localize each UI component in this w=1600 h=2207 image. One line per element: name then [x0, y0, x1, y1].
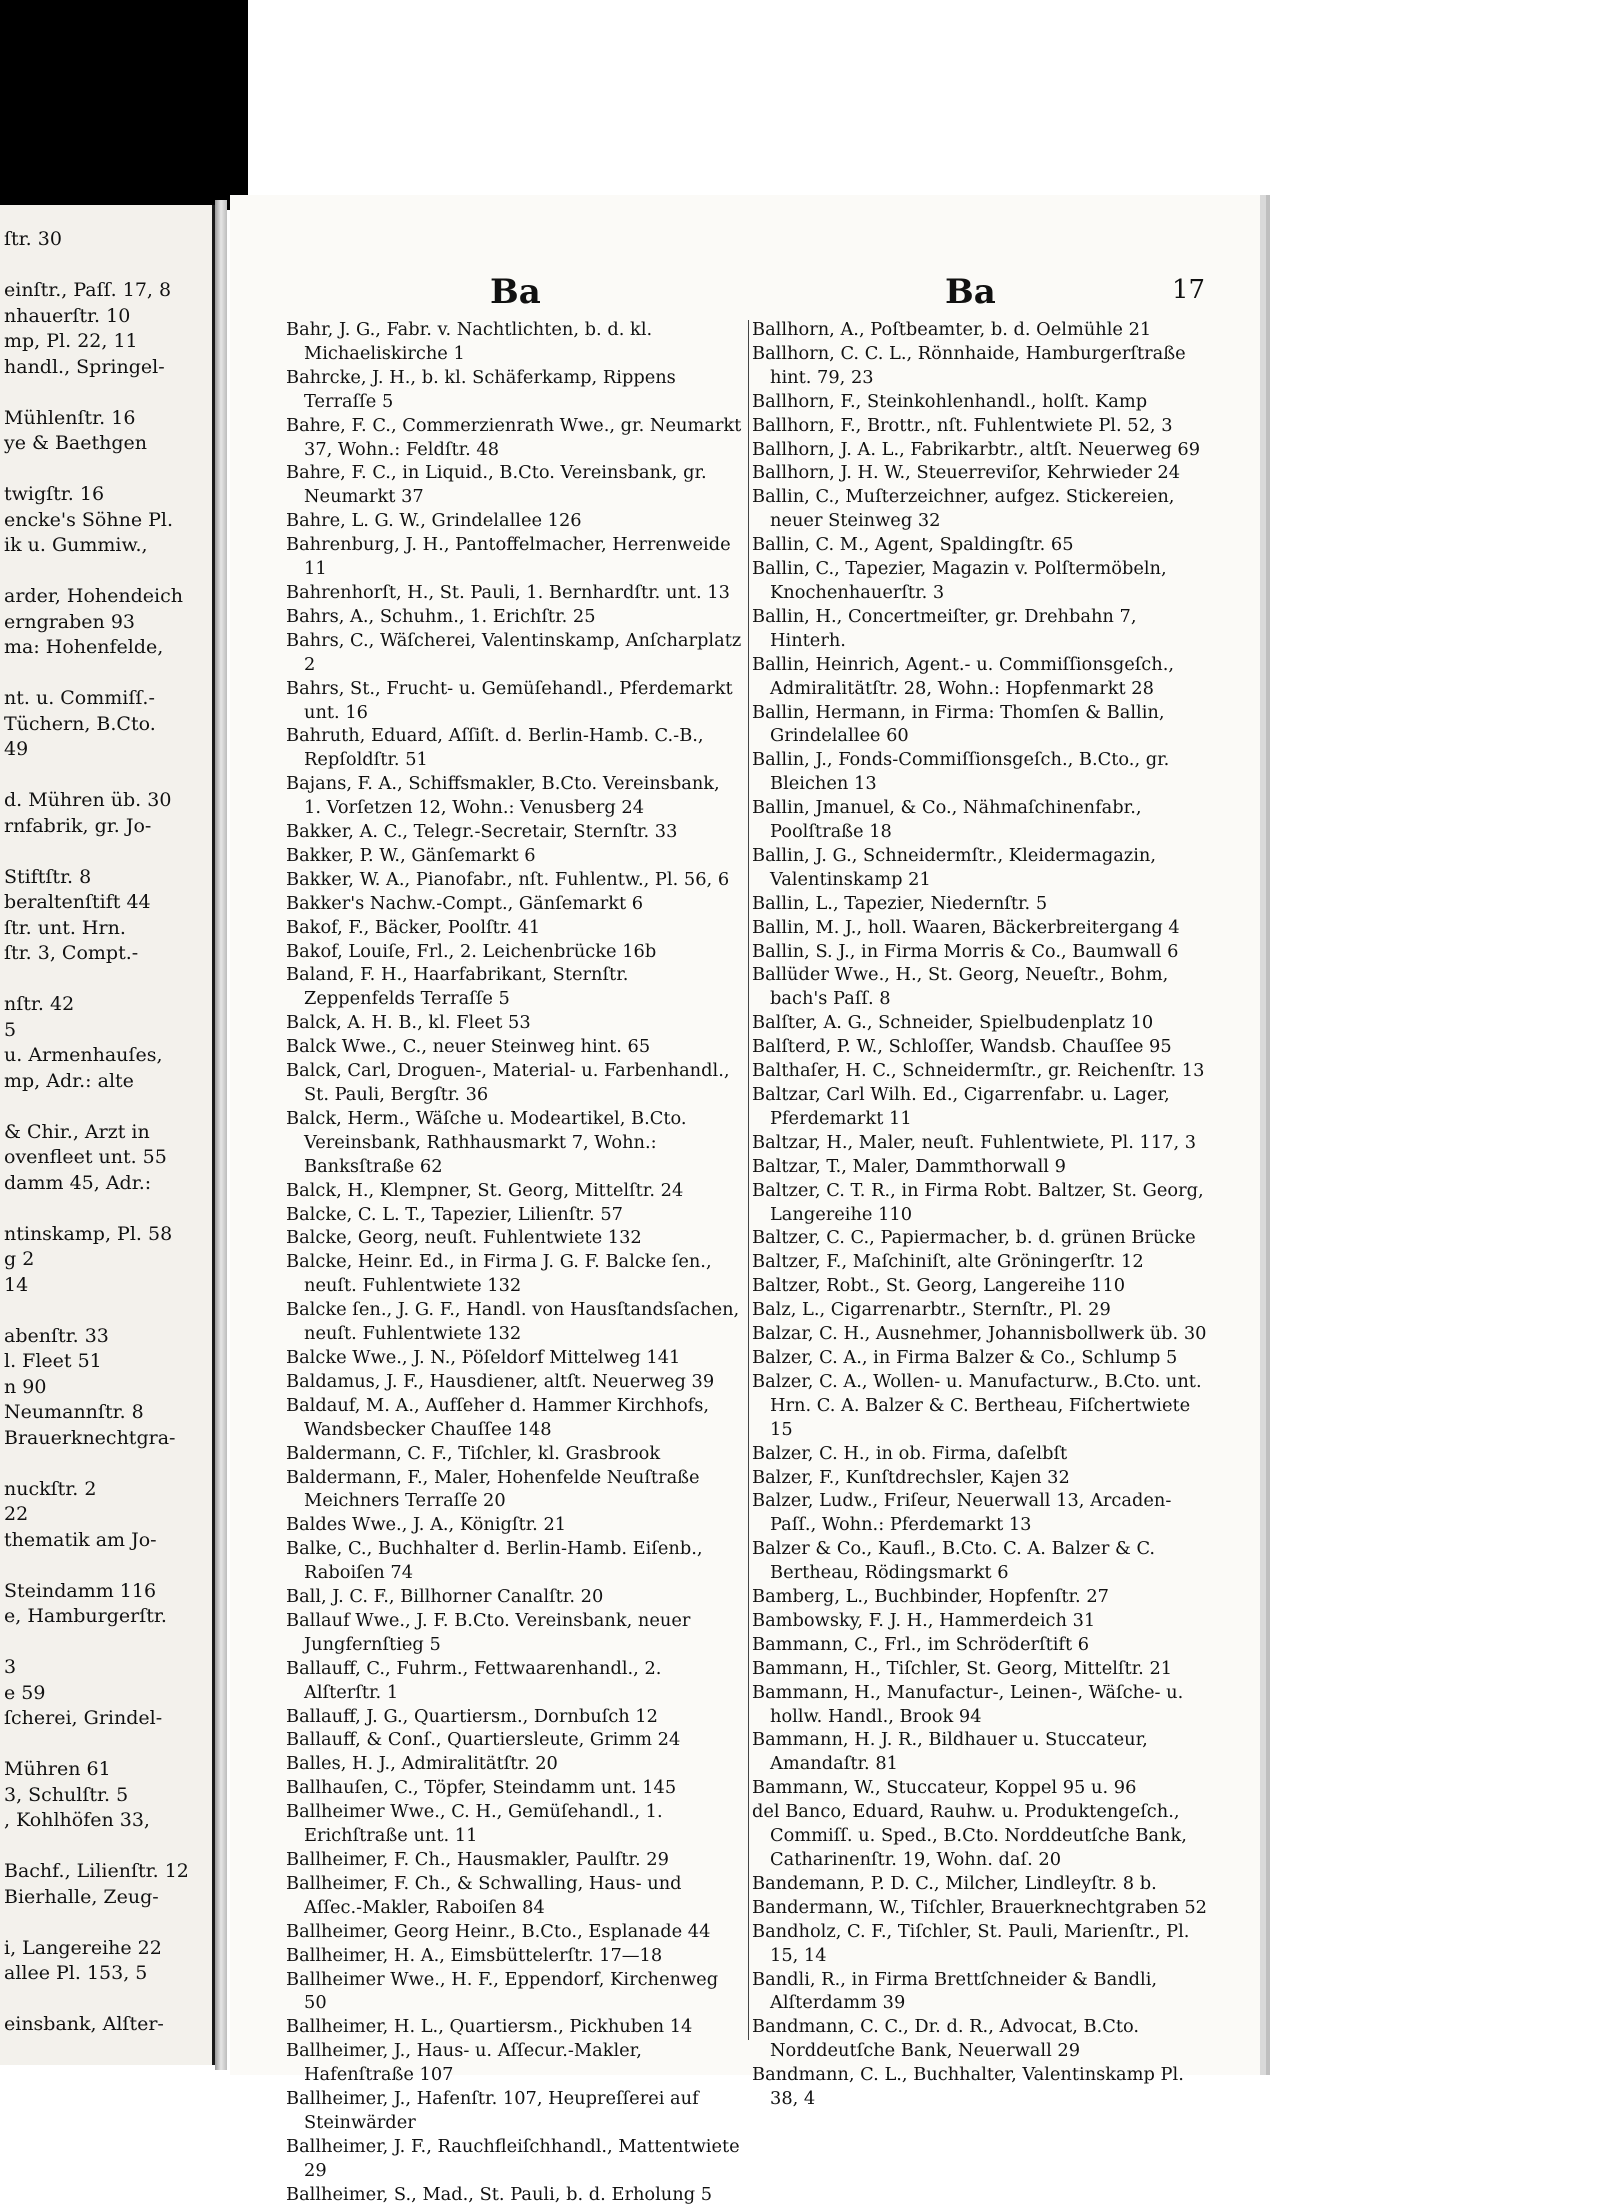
fragment-line: 49: [4, 738, 29, 760]
directory-entry: Balzer, C. A., Wollen- u. Manufacturw., B.Cto. unt. Hrn. C. A. Balzer & C. Bertheau, Fiſchertwiete 15: [752, 1370, 1202, 1440]
directory-entry: Bakof, Louiſe, Frl., 2. Leichenbrücke 16b: [286, 940, 657, 962]
directory-entry: Ballheimer, F. Ch., & Schwalling, Haus- und Aſſec.-Makler, Raboiſen 84: [286, 1872, 682, 1918]
directory-entry: Balck Wwe., C., neuer Steinweg hint. 65: [286, 1036, 651, 1058]
directory-entry: Bandholz, C. F., Tiſchler, St. Pauli, Marienſtr., Pl. 15, 14: [752, 1920, 1190, 1966]
directory-entry: Balzer, C. H., in ob. Firma, daſelbſt: [752, 1442, 1068, 1464]
directory-entry: Balzer, F., Kunſtdrechsler, Kajen 32: [752, 1466, 1070, 1488]
directory-entry: Baltzar, T., Maler, Dammthorwall 9: [752, 1155, 1066, 1177]
fragment-line: mp, Adr.: alte: [4, 1069, 134, 1092]
directory-entry: Bammann, W., Stuccateur, Koppel 95 u. 96: [752, 1777, 1137, 1799]
fragment-line: ye & Baethgen: [4, 432, 148, 454]
fragment-line: nt. u. Commiſſ.-: [4, 687, 155, 709]
directory-entry: Balzer, C. A., in Firma Balzer & Co., Schlump 5: [752, 1346, 1178, 1368]
directory-entry: Ballheimer, S., Mad., St. Pauli, b. d. Erholung 5: [286, 2183, 713, 2205]
directory-entry: Baltzer, C. T. R., in Firma Robt. Baltzer, St. Georg, Langereihe 110: [752, 1179, 1204, 1225]
directory-entry: Baldermann, F., Maler, Hohenfelde Neuſtraße Meichners Terraſſe 20: [286, 1466, 700, 1512]
directory-entry: Bahrenburg, J. H., Pantoffelmacher, Herrenweide 11: [286, 534, 731, 580]
directory-entry: Baldes Wwe., J. A., Königſtr. 21: [286, 1514, 567, 1536]
book-gutter: [215, 200, 227, 2070]
column-head-right: Ba: [945, 272, 996, 312]
directory-entry: Ballhorn, F., Brottr., nſt. Fuhlentwiete Pl. 52, 3: [752, 414, 1173, 436]
fragment-line: Mühren 61: [4, 1758, 111, 1780]
fragment-line: Bachf., Lilienſtr. 12: [4, 1860, 189, 1882]
fragment-line: ſtr. 30: [4, 228, 62, 250]
directory-entry: Bahre, F. C., Commerzienrath Wwe., gr. Neumarkt 37, Wohn.: Feldſtr. 48: [286, 414, 742, 460]
directory-entry: Bamberg, L., Buchbinder, Hopfenſtr. 27: [752, 1586, 1109, 1608]
directory-entry: Balles, H. J., Admiralitätſtr. 20: [286, 1753, 558, 1775]
fragment-line: Brauerknechtgra-: [4, 1426, 176, 1449]
directory-entry: Balzer, Ludw., Friſeur, Neuerwall 13, Arcaden-Paſſ., Wohn.: Pferdemarkt 13: [752, 1490, 1172, 1536]
column-divider: [748, 320, 749, 2040]
directory-entry: Ballin, Heinrich, Agent.- u. Commiſſionsgeſch., Admiralitätſtr. 28, Wohn.: Hopfenmarkt 28: [752, 653, 1175, 699]
directory-entry: Bahrs, C., Wäſcherei, Valentinskamp, Anſcharplatz 2: [286, 629, 742, 675]
fragment-line: e, Hamburgerſtr.: [4, 1605, 167, 1627]
directory-entry: Balcke, C. L. T., Tapezier, Lilienſtr. 57: [286, 1203, 623, 1225]
fragment-line: 22: [4, 1503, 29, 1525]
directory-entry: Bahrs, A., Schuhm., 1. Erichſtr. 25: [286, 605, 596, 627]
fragment-line: 14: [4, 1273, 29, 1296]
directory-entry: Balck, H., Klempner, St. Georg, Mittelſtr. 24: [286, 1179, 684, 1201]
directory-entry: Bakof, F., Bäcker, Poolſtr. 41: [286, 916, 541, 938]
directory-entry: Bakker, A. C., Telegr.-Secretair, Sternſtr. 33: [286, 821, 678, 843]
directory-entry: Bajans, F. A., Schiffsmakler, B.Cto. Vereinsbank, 1. Vorſetzen 12, Wohn.: Venusberg 24: [286, 773, 720, 819]
directory-entry: Balſter, A. G., Schneider, Spielbudenplatz 10: [752, 1012, 1154, 1034]
directory-entry: Balcke ſen., J. G. F., Handl. von Hausſtandsſachen, neuſt. Fuhlentwiete 132: [286, 1299, 740, 1345]
directory-entry: Ballhauſen, C., Töpfer, Steindamm unt. 145: [286, 1777, 677, 1799]
directory-entry: Ballhorn, J. H. W., Steuerreviſor, Kehrwieder 24: [752, 462, 1181, 484]
fragment-line: Tüchern, B.Cto.: [4, 712, 156, 735]
directory-entry: Ballheimer Wwe., H. F., Eppendorf, Kirchenweg 50: [286, 1968, 719, 2014]
directory-entry: Bandermann, W., Tiſchler, Brauerknechtgraben 52: [752, 1896, 1207, 1918]
fragment-line: encke's Söhne Pl.: [4, 508, 174, 531]
directory-entry: Bandmann, C. L., Buchhalter, Valentinskamp Pl. 38, 4: [752, 2064, 1184, 2110]
fragment-line: einsbank, Alſter-: [4, 2013, 164, 2035]
directory-entry: Ballin, J. G., Schneidermſtr., Kleidermagazin, Valentinskamp 21: [752, 844, 1157, 890]
fragment-line: handl., Springel-: [4, 355, 165, 378]
fragment-line: beraltenſtift 44: [4, 891, 151, 913]
directory-entry: Ballauff, & Conſ., Quartiersleute, Grimm 24: [286, 1729, 681, 1751]
fragment-line: arder, Hohendeich: [4, 585, 183, 607]
directory-entry: Ballin, C., Tapezier, Magazin v. Polſtermöbeln, Knochenhauerſtr. 3: [752, 558, 1167, 603]
directory-entry: Ballhorn, J. A. L., Fabrikarbtr., altſt. Neuerweg 69: [752, 438, 1201, 460]
fragment-line: damm 45, Adr.:: [4, 1171, 152, 1194]
directory-entry: Ballin, M. J., holl. Waaren, Bäckerbreitergang 4: [752, 916, 1180, 938]
directory-entry: Baltzar, H., Maler, neuſt. Fuhlentwiete, Pl. 117, 3: [752, 1131, 1197, 1153]
directory-entry: Balck, Carl, Droguen-, Material- u. Farbenhandl., St. Pauli, Bergſtr. 36: [286, 1060, 730, 1105]
fragment-line: nuckſtr. 2: [4, 1477, 97, 1500]
directory-entry: Ball, J. C. F., Billhorner Canalſtr. 20: [286, 1586, 604, 1608]
fragment-line: mp, Pl. 22, 11: [4, 330, 138, 352]
directory-entry: Balcke, Heinr. Ed., in Firma J. G. F. Balcke ſen., neuſt. Fuhlentwiete 132: [286, 1251, 712, 1297]
fragment-line: ik u. Gummiw.,: [4, 534, 148, 556]
fragment-line: thematik am Jo-: [4, 1528, 157, 1551]
directory-entry: Ballheimer, Georg Heinr., B.Cto., Esplanade 44: [286, 1920, 711, 1942]
directory-entry: Baland, F. H., Haarfabrikant, Sternſtr. Zeppenfelds Terraſſe 5: [286, 964, 629, 1010]
directory-entry: Ballin, Jmanuel, & Co., Nähmaſchinenfabr., Poolſtraße 18: [752, 797, 1142, 843]
directory-entry: Bakker, W. A., Pianofabr., nſt. Fuhlentw., Pl. 56, 6: [286, 868, 730, 890]
directory-entry: Bammann, H., Tiſchler, St. Georg, Mittelſtr. 21: [752, 1657, 1173, 1679]
fragment-line: d. Mühren üb. 30: [4, 789, 172, 811]
fragment-line: u. Armenhauſes,: [4, 1044, 163, 1066]
directory-entry: Bahruth, Eduard, Aſſiſt. d. Berlin-Hamb. C.-B., Repſoldſtr. 51: [286, 725, 704, 771]
scanner-border: [0, 0, 248, 210]
directory-entry: Balzar, C. H., Ausnehmer, Johannisbollwerk üb. 30: [752, 1323, 1207, 1345]
directory-entry: Balthaſer, H. C., Schneidermſtr., gr. Reichenſtr. 13: [752, 1060, 1205, 1082]
fragment-line: ovenfleet unt. 55: [4, 1146, 167, 1168]
fragment-line: ntinskamp, Pl. 58: [4, 1222, 173, 1245]
fragment-line: Stiftſtr. 8: [4, 865, 92, 888]
fragment-line: i, Langereihe 22: [4, 1936, 162, 1959]
directory-entry: Baltzer, F., Maſchiniſt, alte Gröningerſtr. 12: [752, 1251, 1144, 1273]
fragment-line: erngraben 93: [4, 610, 135, 633]
directory-entry: Ballin, L., Tapezier, Niedernſtr. 5: [752, 892, 1048, 914]
directory-entry: Ballüder Wwe., H., St. Georg, Neueſtr., Bohm, bach's Paſſ. 8: [752, 964, 1169, 1010]
fragment-line: ſtr. unt. Hrn.: [4, 916, 126, 939]
directory-entry: Ballhorn, A., Poſtbeamter, b. d. Oelmühle 21: [752, 319, 1152, 340]
directory-entry: Balcke, Georg, neuſt. Fuhlentwiete 132: [286, 1227, 642, 1249]
directory-entry: Baltzer, Robt., St. Georg, Langereihe 110: [752, 1275, 1126, 1297]
directory-entry: Baldermann, C. F., Tiſchler, kl. Grasbrook: [286, 1442, 661, 1464]
directory-entry: Bammann, H., Manufactur-, Leinen-, Wäſche- u. hollw. Handl., Brook 94: [752, 1681, 1184, 1727]
directory-entry: Baltzer, C. C., Papiermacher, b. d. grünen Brücke: [752, 1227, 1196, 1249]
column-head-left: Ba: [490, 272, 541, 312]
fragment-line: Neumannſtr. 8: [4, 1401, 144, 1423]
fragment-line: & Chir., Arzt in: [4, 1120, 150, 1143]
fragment-line: l. Fleet 51: [4, 1350, 102, 1372]
directory-entry: Ballhorn, F., Steinkohlenhandl., holſt. Kamp: [752, 390, 1148, 412]
fragment-line: einſtr., Paſſ. 17, 8: [4, 279, 172, 301]
directory-entry: Bahre, F. C., in Liquid., B.Cto. Vereinsbank, gr. Neumarkt 37: [286, 462, 707, 508]
directory-entry: Bahre, L. G. W., Grindelallee 126: [286, 510, 582, 532]
directory-entry: Bandli, R., in Firma Brettſchneider & Bandli, Alſterdamm 39: [752, 1968, 1158, 2014]
fragment-line: abenſtr. 33: [4, 1324, 109, 1347]
directory-entry: Balſterd, P. W., Schloſſer, Wandsb. Chauſſee 95: [752, 1036, 1172, 1058]
directory-entry: Bahrenhorſt, H., St. Pauli, 1. Bernhardſtr. unt. 13: [286, 581, 730, 603]
directory-entry: Ballin, C., Muſterzeichner, aufgez. Stickereien, neuer Steinweg 32: [752, 486, 1175, 532]
fragment-line: ma: Hohenfelde,: [4, 636, 164, 658]
directory-entry: Baltzar, Carl Wilh. Ed., Cigarrenfabr. u. Lager, Pferdemarkt 11: [752, 1084, 1170, 1129]
fragment-line: ſcherei, Grindel-: [4, 1707, 163, 1729]
directory-entry: Ballauf Wwe., J. F. B.Cto. Vereinsbank, neuer Jungfernſtieg 5: [286, 1609, 691, 1655]
fragment-line: 3: [4, 1656, 17, 1678]
directory-entry: Ballheimer, J. F., Rauchfleiſchhandl., Mattentwiete 29: [286, 2135, 740, 2181]
fragment-line: Bierhalle, Zeug-: [4, 1885, 159, 1908]
directory-entry: Bahr, J. G., Fabr. v. Nachtlichten, b. d. kl. Michaeliskirche 1: [286, 319, 653, 364]
fragment-line: n 90: [4, 1375, 47, 1398]
fragment-line: g 2: [4, 1248, 35, 1270]
directory-entry: Bammann, H. J. R., Bildhauer u. Stuccateur, Amandaſtr. 81: [752, 1729, 1148, 1775]
directory-entry: Ballheimer, J., Hafenſtr. 107, Heupreſſerei auf Steinwärder: [286, 2088, 699, 2133]
directory-entry: Bakker, P. W., Gänſemarkt 6: [286, 844, 536, 866]
directory-entry: Ballheimer Wwe., C. H., Gemüſehandl., 1. Erichſtraße unt. 11: [286, 1801, 663, 1847]
directory-entry: Ballin, Hermann, in Firma: Thomſen & Ballin, Grindelallee 60: [752, 701, 1165, 747]
fragment-line: Mühlenſtr. 16: [4, 406, 136, 429]
directory-entry: Balz, L., Cigarrenarbtr., Sternſtr., Pl. 29: [752, 1299, 1111, 1321]
directory-entry: Bandemann, P. D. C., Milcher, Lindleyſtr. 8 b.: [752, 1872, 1157, 1894]
fragment-line: Steindamm 116: [4, 1579, 157, 1602]
directory-entry: Bakker's Nachw.-Compt., Gänſemarkt 6: [286, 892, 644, 914]
directory-entry: Balcke Wwe., J. N., Pöſeldorf Mittelweg 141: [286, 1346, 681, 1368]
fragment-line: nſtr. 42: [4, 993, 75, 1015]
directory-entry: Baldamus, J. F., Hausdiener, altſt. Neuerweg 39: [286, 1370, 715, 1392]
directory-entry: Ballin, J., Fonds-Commiſſionsgeſch., B.Cto., gr. Bleichen 13: [752, 749, 1170, 795]
left-page-fragment: [0, 205, 215, 2065]
directory-entry: Bahrcke, J. H., b. kl. Schäferkamp, Rippens Terraſſe 5: [286, 366, 676, 412]
directory-column-left: [286, 318, 742, 2207]
directory-entry: Ballauff, C., Fuhrm., Fettwaarenhandl., 2. Alſterſtr. 1: [286, 1657, 662, 1703]
directory-entry: del Banco, Eduard, Rauhw. u. Produktengeſch., Commiſſ. u. Sped., B.Cto. Norddeutſche Bank, Catharinenſtr. 19, Wohn. daſ. 20: [752, 1801, 1187, 1870]
fragment-line: e 59: [4, 1681, 46, 1704]
directory-entry: Balzer & Co., Kaufl., B.Cto. C. A. Balzer & C. Bertheau, Rödingsmarkt 6: [752, 1538, 1156, 1584]
directory-entry: Ballheimer, H. L., Quartiersm., Pickhuben 14: [286, 2016, 693, 2038]
directory-entry: Ballhorn, C. C. L., Rönnhaide, Hamburgerſtraße hint. 79, 23: [752, 342, 1186, 388]
directory-entry: Balck, A. H. B., kl. Fleet 53: [286, 1012, 531, 1034]
fragment-line: 5: [4, 1018, 17, 1041]
directory-entry: Bammann, C., Frl., im Schröderſtift 6: [752, 1633, 1090, 1655]
fragment-line: 3, Schulſtr. 5: [4, 1783, 129, 1806]
page-number: 17: [1172, 275, 1206, 305]
fragment-line: nhauerſtr. 10: [4, 304, 131, 327]
directory-entry: Balck, Herm., Wäſche u. Modeartikel, B.Cto. Vereinsbank, Rathhausmarkt 7, Wohn.: Banksſtraße 62: [286, 1107, 687, 1177]
directory-entry: Baldauf, M. A., Aufſeher d. Hammer Kirchhofs, Wandsbecker Chauſſee 148: [286, 1394, 710, 1440]
directory-entry: Balke, C., Buchhalter d. Berlin-Hamb. Eiſenb., Raboiſen 74: [286, 1538, 703, 1584]
directory-entry: Bahrs, St., Frucht- u. Gemüſehandl., Pferdemarkt unt. 16: [286, 677, 733, 723]
fragment-line: allee Pl. 153, 5: [4, 1962, 148, 1984]
directory-entry: Ballheimer, H. A., Eimsbüttelerſtr. 17—18: [286, 1944, 663, 1966]
directory-column-right: [752, 318, 1208, 2111]
directory-entry: Ballin, H., Concertmeiſter, gr. Drehbahn 7, Hinterh.: [752, 605, 1137, 651]
fragment-line: twigſtr. 16: [4, 483, 105, 505]
directory-entry: Ballin, C. M., Agent, Spaldingſtr. 65: [752, 534, 1074, 556]
directory-entry: Ballin, S. J., in Firma Morris & Co., Baumwall 6: [752, 940, 1179, 962]
directory-entry: Bandmann, C. C., Dr. d. R., Advocat, B.Cto. Norddeutſche Bank, Neuerwall 29: [752, 2016, 1140, 2062]
fragment-line: rnfabrik, gr. Jo-: [4, 814, 152, 837]
directory-entry: Ballheimer, J., Haus- u. Aſſecur.-Makler, Hafenſtraße 107: [286, 2040, 642, 2086]
directory-entry: Ballheimer, F. Ch., Hausmakler, Paulſtr. 29: [286, 1849, 669, 1870]
fragment-line: , Kohlhöfen 33,: [4, 1809, 150, 1831]
directory-entry: Ballauff, J. G., Quartiersm., Dornbuſch 12: [286, 1705, 658, 1727]
fragment-line: ſtr. 3, Compt.-: [4, 942, 139, 964]
directory-entry: Bambowsky, F. J. H., Hammerdeich 31: [752, 1609, 1096, 1631]
